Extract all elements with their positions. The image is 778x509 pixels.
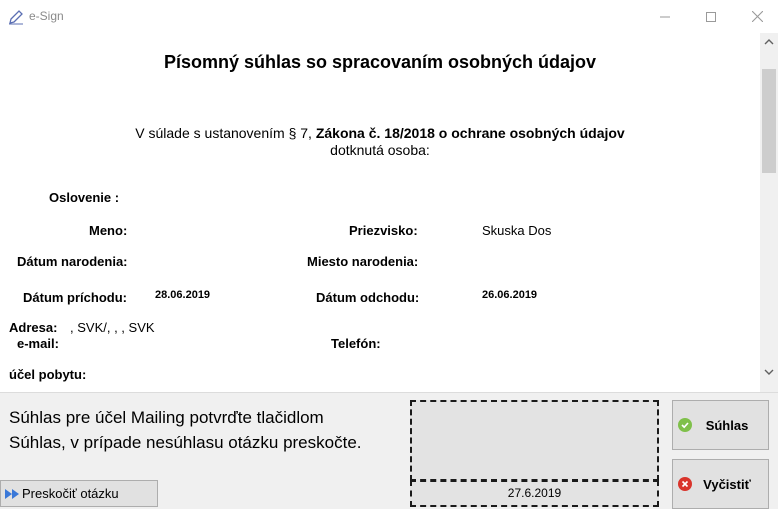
scroll-down-button[interactable] — [760, 363, 778, 380]
intro-law: Zákona č. 18/2018 o ochrane osobných údajov — [315, 125, 625, 141]
scroll-thumb[interactable] — [762, 69, 776, 173]
fast-forward-icon — [4, 487, 20, 501]
stay-purpose-label: účel pobytu: — [9, 367, 87, 382]
window-title: e-Sign — [29, 9, 64, 23]
close-icon — [752, 11, 763, 22]
address-value: , SVK/, , , SVK — [70, 320, 155, 335]
chevron-down-icon — [764, 369, 774, 375]
email-label: e-mail: — [17, 336, 59, 351]
address-label: Adresa: — [9, 320, 58, 335]
document-scrollbar[interactable] — [760, 33, 778, 383]
clear-button[interactable] — [672, 459, 769, 509]
title-bar — [0, 0, 778, 33]
maximize-icon — [706, 12, 716, 22]
divider — [0, 392, 778, 393]
surname-label: Priezvisko: — [349, 223, 418, 238]
scroll-up-button[interactable] — [760, 33, 778, 50]
clear-label: Vyčistiť — [703, 476, 751, 492]
cancel-icon — [678, 477, 692, 491]
arrival-date-value: 28.06.2019 — [155, 289, 211, 301]
intro-prefix: V súlade s ustanovením § 7, — [135, 125, 316, 141]
agree-label: Súhlas — [705, 417, 749, 433]
consent-prompt-line1: Súhlas pre účel Mailing potvrďte tlačidlom — [9, 408, 324, 427]
name-label: Meno: — [89, 223, 128, 238]
consent-prompt — [9, 405, 404, 455]
salutation-label: Oslovenie : — [49, 190, 120, 205]
surname-value: Skuska Dos — [482, 223, 552, 238]
signature-pad[interactable] — [410, 400, 659, 481]
minimize-icon — [660, 12, 670, 22]
birth-date-label: Dátum narodenia: — [17, 254, 128, 269]
skip-question-label: Preskočiť otázku — [22, 486, 119, 501]
skip-question-button[interactable] — [0, 480, 158, 507]
arrival-date-label: Dátum príchodu: — [23, 290, 127, 305]
departure-date-value: 26.06.2019 — [482, 289, 538, 301]
consent-document — [0, 33, 760, 392]
document-title: Písomný súhlas so spracovaním osobných údajov — [163, 52, 597, 72]
pen-icon — [8, 9, 24, 25]
intro-subject: dotknutá osoba: — [330, 142, 430, 158]
close-button[interactable] — [734, 0, 778, 33]
maximize-button[interactable] — [688, 0, 734, 33]
birth-place-label: Miesto narodenia: — [307, 254, 419, 269]
intro-text — [0, 125, 760, 141]
phone-label: Telefón: — [331, 336, 381, 351]
agree-button[interactable] — [672, 400, 769, 450]
signature-date: 27.6.2019 — [410, 480, 659, 507]
consent-prompt-line2: Súhlas, v prípade nesúhlasu otázku preskočte. — [9, 433, 362, 452]
chevron-up-icon — [764, 39, 774, 45]
minimize-button[interactable] — [642, 0, 688, 33]
checkmark-icon — [678, 418, 692, 432]
departure-date-label: Dátum odchodu: — [316, 290, 420, 305]
